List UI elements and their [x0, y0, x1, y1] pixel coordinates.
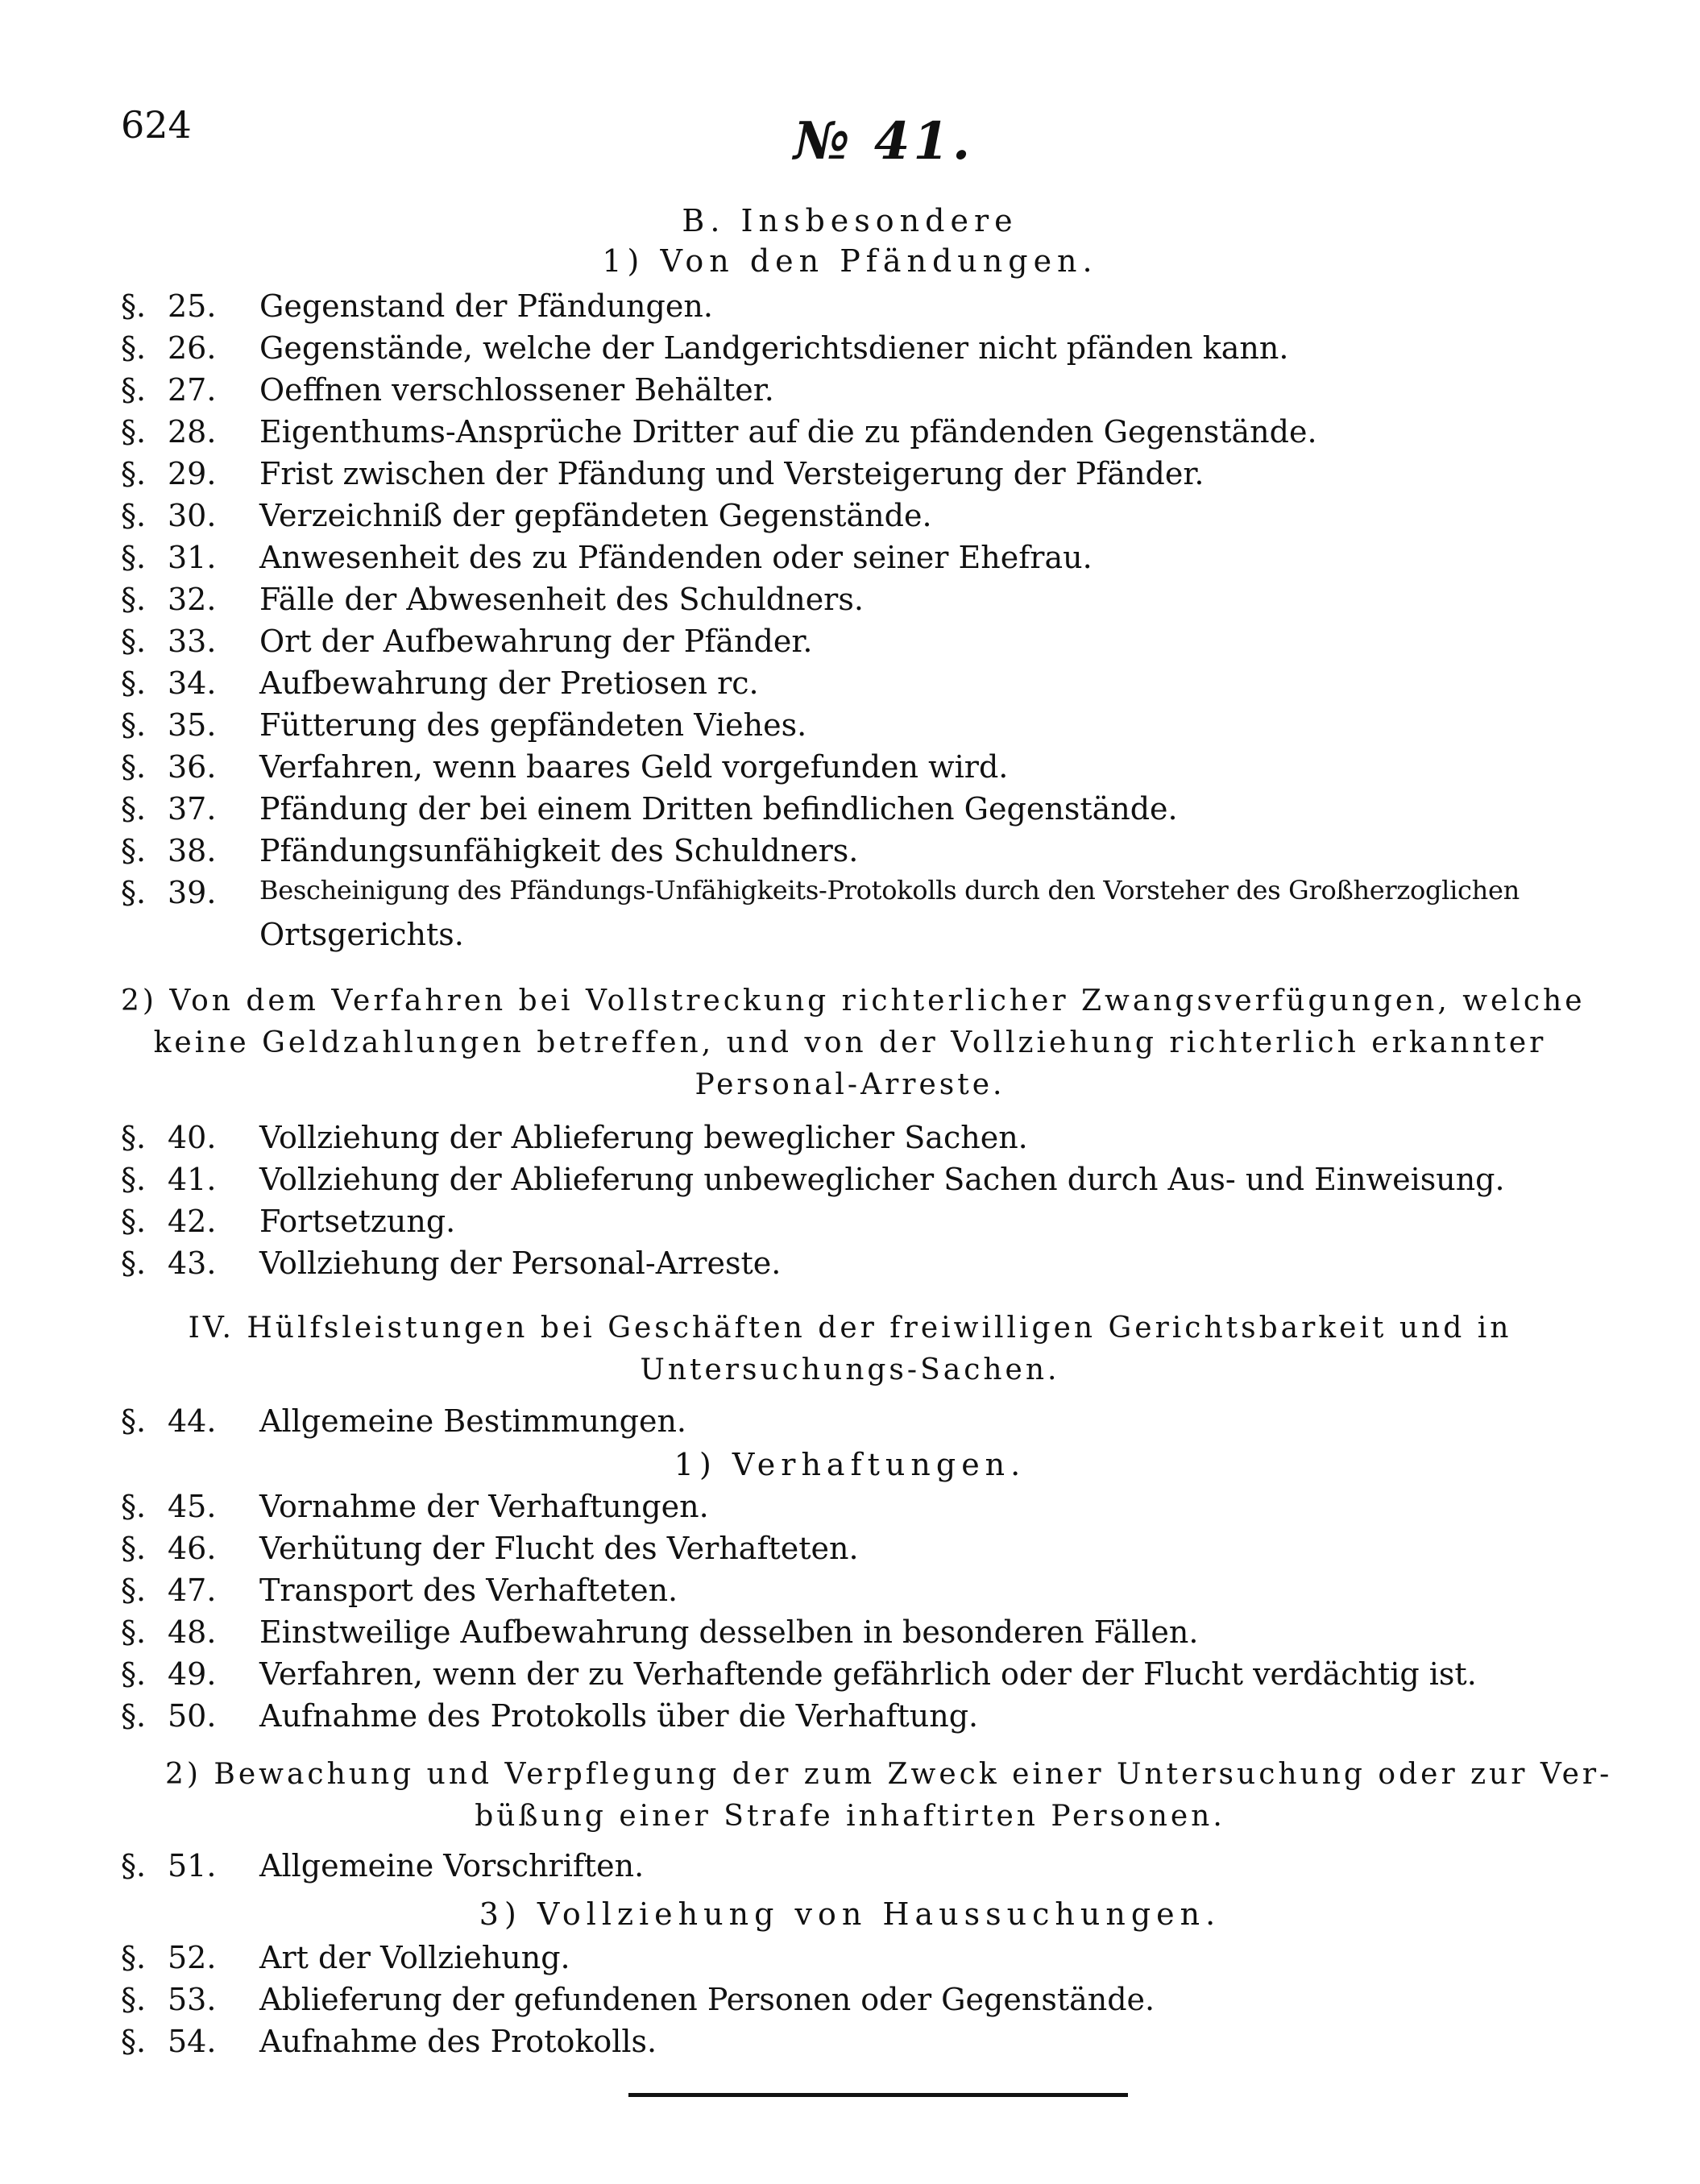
section-text: Gegenstände, welche der Landgerichtsdiener nicht pfänden kann. [259, 330, 1289, 366]
section-sign: §. [121, 1573, 147, 1608]
section-b-sub2-line2: keine Geldzahlungen betreffen, und von der Vollziehung richterlich erkannter [153, 1026, 1547, 1059]
section-sign: §. [121, 1698, 147, 1734]
section-sign: §. [121, 1489, 147, 1524]
section-number: 48. [168, 1614, 217, 1650]
section-sign: §. [121, 288, 147, 324]
section-sign: §. [121, 1656, 147, 1692]
section-sign: §. [121, 414, 147, 450]
section-sign: §. [121, 330, 147, 366]
section-sign: §. [121, 1982, 147, 2017]
section-b-sub2-line1: 2) Von dem Verfahren bei Vollstreckung richterlicher Zwangsverfügungen, welche [121, 984, 1586, 1017]
section-number: 54. [168, 2024, 217, 2059]
section-text: Verhütung der Flucht des Verhafteten. [259, 1531, 859, 1566]
section-text: Fütterung des gepfändeten Viehes. [259, 707, 807, 743]
section-number: 34. [168, 665, 217, 701]
section-text: Aufbewahrung der Pretiosen rc. [259, 665, 759, 701]
section-number: 30. [168, 498, 217, 533]
section-text: Transport des Verhafteten. [259, 1573, 678, 1608]
section-sign: §. [121, 456, 147, 491]
section-number: 37. [168, 791, 217, 827]
section-text: Oeffnen verschlossener Behälter. [259, 372, 774, 408]
section-number: 38. [168, 833, 217, 868]
section-text: Verzeichniß der gepfändeten Gegenstände. [259, 498, 932, 533]
issue-number: № 41. [794, 111, 974, 172]
section-iv-title-line2: Untersuchungs-Sachen. [640, 1353, 1060, 1386]
section-text: Frist zwischen der Pfändung und Versteigerung der Pfänder. [259, 456, 1205, 491]
section-number: 44. [168, 1403, 217, 1439]
section-text: Aufnahme des Protokolls über die Verhaftung. [259, 1698, 979, 1734]
section-text: Vollziehung der Ablieferung unbeweglicher Sachen durch Aus- und Einweisung. [259, 1162, 1505, 1197]
section-sign: §. [121, 707, 147, 743]
section-sign: §. [121, 540, 147, 575]
section-sign: §. [121, 1531, 147, 1566]
section-number: 45. [168, 1489, 217, 1524]
section-text: Ort der Aufbewahrung der Pfänder. [259, 624, 813, 659]
section-number: 40. [168, 1120, 217, 1155]
section-text: Vollziehung der Personal-Arreste. [259, 1245, 782, 1281]
section-iv-sub2-line1: 2) Bewachung und Verpflegung der zum Zweck einer Untersuchung oder zur Ver- [165, 1758, 1613, 1791]
section-number: 36. [168, 749, 217, 785]
section-b-sub1: 1) Von den Pfändungen. [602, 243, 1098, 279]
section-sign: §. [121, 1120, 147, 1155]
section-number: 50. [168, 1698, 217, 1734]
closing-rule [628, 2093, 1128, 2097]
section-sign: §. [121, 498, 147, 533]
section-b-title: B. Insbesondere [682, 203, 1018, 238]
section-iv-sub1: 1) Verhaftungen. [674, 1447, 1026, 1482]
section-sign: §. [121, 1245, 147, 1281]
page-number: 624 [121, 103, 192, 147]
section-number: 28. [168, 414, 217, 450]
section-sign: §. [121, 1848, 147, 1884]
section-number: 33. [168, 624, 217, 659]
section-iv-sub2-line2: büßung einer Strafe inhaftirten Personen. [475, 1800, 1225, 1833]
section-number: 43. [168, 1245, 217, 1281]
section-sign: §. [121, 665, 147, 701]
section-text: Art der Vollziehung. [259, 1940, 570, 1975]
section-sign: §. [121, 2024, 147, 2059]
section-sign: §. [121, 1940, 147, 1975]
section-text: Einstweilige Aufbewahrung desselben in besonderen Fällen. [259, 1614, 1199, 1650]
section-number: 25. [168, 288, 217, 324]
section-text: Vollziehung der Ablieferung beweglicher Sachen. [259, 1120, 1028, 1155]
section-b-sub2-line3: Personal-Arreste. [695, 1068, 1005, 1101]
section-text: Eigenthums-Ansprüche Dritter auf die zu pfändenden Gegenstände. [259, 414, 1317, 450]
section-sign: §. [121, 582, 147, 617]
section-sign: §. [121, 1403, 147, 1439]
section-text: Pfändung der bei einem Dritten befindlichen Gegenstände. [259, 791, 1178, 827]
section-number: 41. [168, 1162, 217, 1197]
section-sign: §. [121, 1162, 147, 1197]
section-text: Allgemeine Bestimmungen. [259, 1403, 686, 1439]
section-number: 42. [168, 1204, 217, 1239]
section-sign: §. [121, 1614, 147, 1650]
section-sign: §. [121, 791, 147, 827]
section-number: 27. [168, 372, 217, 408]
section-text: Verfahren, wenn baares Geld vorgefunden wird. [259, 749, 1009, 785]
section-number: 53. [168, 1982, 217, 2017]
section-text: Anwesenheit des zu Pfändenden oder seiner Ehefrau. [259, 540, 1093, 575]
section-text: Allgemeine Vorschriften. [259, 1848, 645, 1884]
section-number: 35. [168, 707, 217, 743]
section-text: Bescheinigung des Pfändungs-Unfähigkeits-Protokolls durch den Vorsteher des Großherzoglichen [259, 875, 1520, 906]
section-sign: §. [121, 749, 147, 785]
section-number: 46. [168, 1531, 217, 1566]
section-number: 52. [168, 1940, 217, 1975]
section-text: Vornahme der Verhaftungen. [259, 1489, 709, 1524]
section-sign: §. [121, 833, 147, 868]
section-number: 39. [168, 875, 217, 910]
section-text: Pfändungsunfähigkeit des Schuldners. [259, 833, 859, 868]
section-iv-sub3: 3) Vollziehung von Haussuchungen. [479, 1896, 1221, 1932]
section-number: 31. [168, 540, 217, 575]
section-sign: §. [121, 372, 147, 408]
section-number: 26. [168, 330, 217, 366]
section-text-continuation: Ortsgerichts. [259, 917, 464, 952]
section-text: Gegenstand der Pfändungen. [259, 288, 713, 324]
section-text: Verfahren, wenn der zu Verhaftende gefährlich oder der Flucht verdächtig ist. [259, 1656, 1477, 1692]
section-text: Fortsetzung. [259, 1204, 456, 1239]
section-number: 49. [168, 1656, 217, 1692]
section-sign: §. [121, 875, 147, 910]
section-text: Ablieferung der gefundenen Personen oder Gegenstände. [259, 1982, 1155, 2017]
section-number: 32. [168, 582, 217, 617]
section-number: 29. [168, 456, 217, 491]
section-iv-title-line1: IV. Hülfsleistungen bei Geschäften der freiwilligen Gerichtsbarkeit und in [188, 1312, 1512, 1345]
section-sign: §. [121, 624, 147, 659]
section-sign: §. [121, 1204, 147, 1239]
section-number: 47. [168, 1573, 217, 1608]
section-text: Aufnahme des Protokolls. [259, 2024, 657, 2059]
section-text: Fälle der Abwesenheit des Schuldners. [259, 582, 864, 617]
section-number: 51. [168, 1848, 217, 1884]
